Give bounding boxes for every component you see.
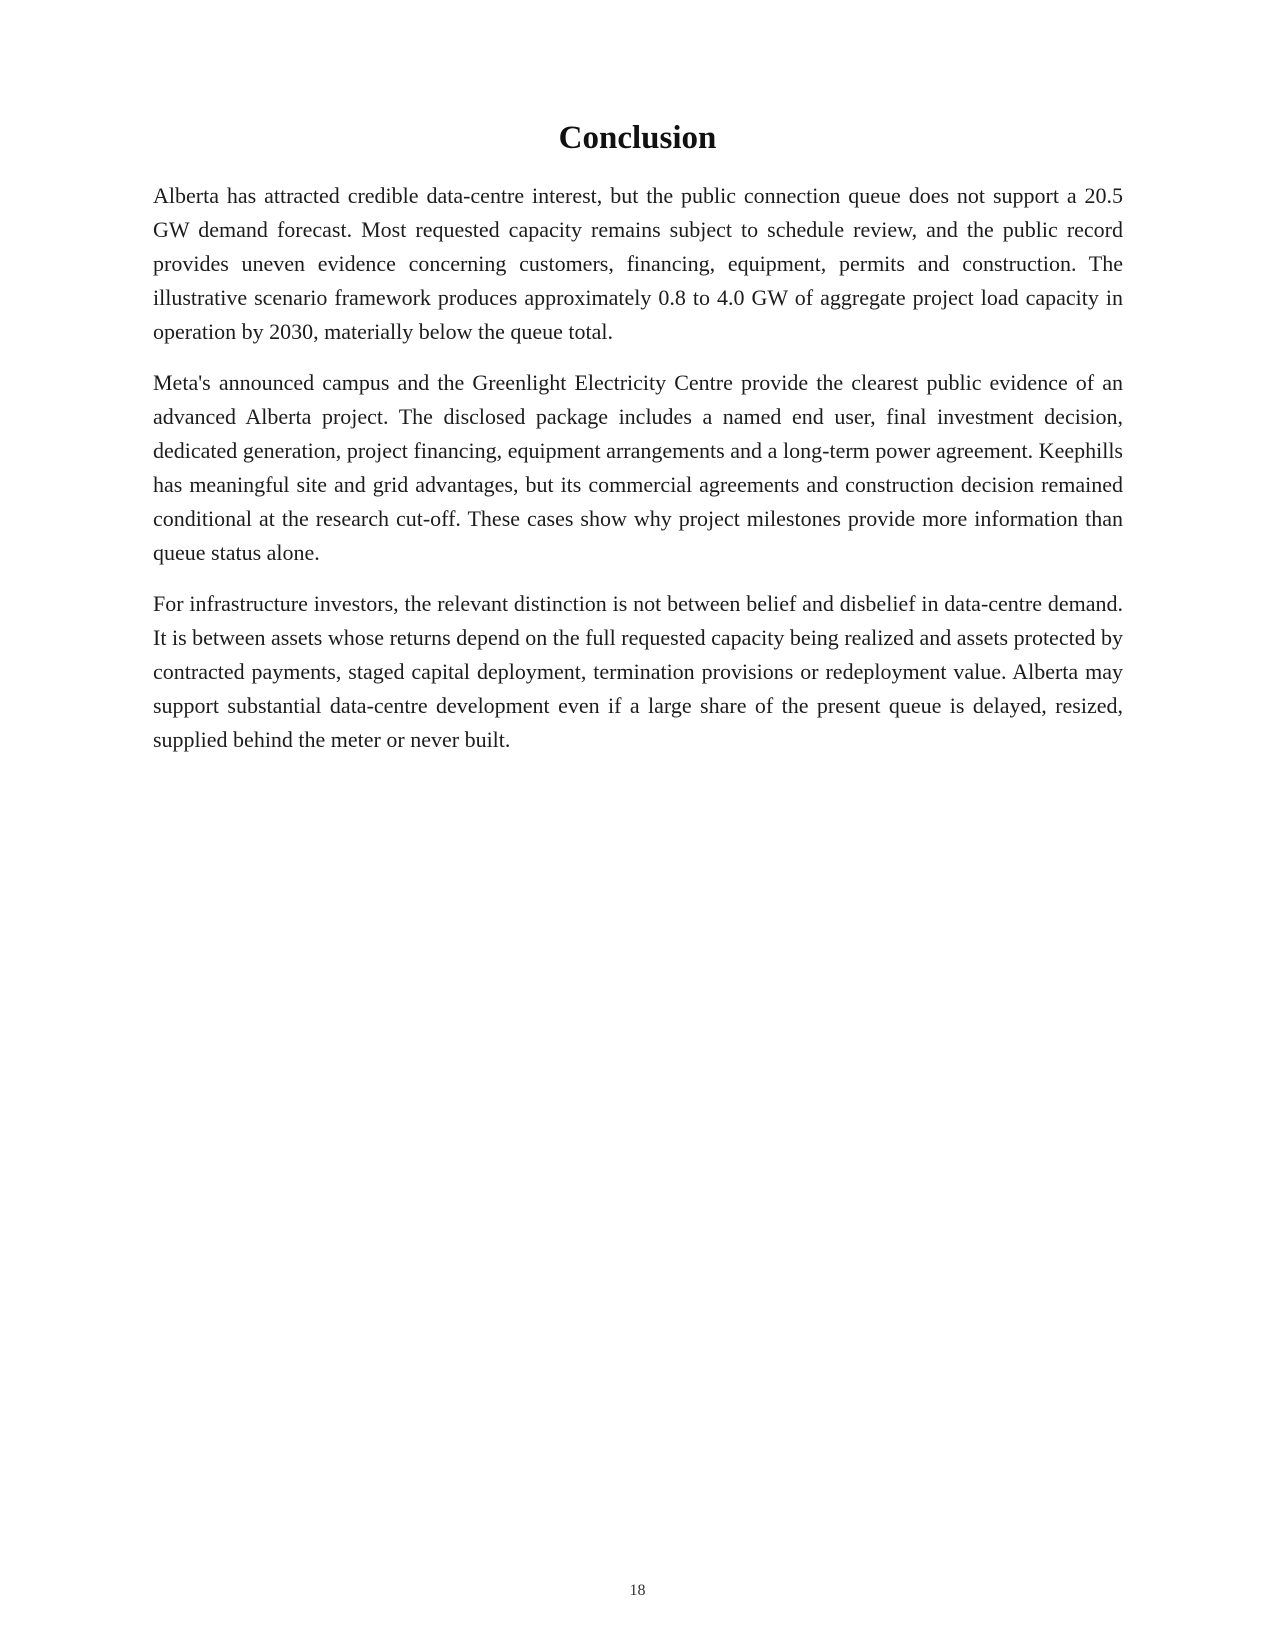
page-title: Conclusion: [558, 120, 717, 156]
paragraph-2: Meta's announced campus and the Greenlight Electricity Centre provide the clearest public evidence of an advanced Alberta project. The disclosed package includes a named end user, final investment decision, dedicated generation, project financing, equipment arrangements and a long-term power agreement. Keephills has meaningful site and grid advantages, but its commercial agreements and construction decision remained conditional at the research cut-off. These cases show why project milestones provide more information than queue status alone.: [153, 370, 1123, 565]
paragraph-1: Alberta has attracted credible data-centre interest, but the public connection queue does not support a 20.5 GW demand forecast. Most requested capacity remains subject to schedule review, and the public record provides uneven evidence concerning customers, financing, equipment, permits and construction. The illustrative scenario framework produces approximately 0.8 to 4.0 GW of aggregate project load capacity in operation by 2030, materially below the queue total.: [153, 183, 1123, 344]
body-text: [153, 179, 1123, 774]
page-number: 18: [629, 1582, 646, 1599]
paragraph-3: For infrastructure investors, the relevant distinction is not between belief and disbelief in data-centre demand. It is between assets whose returns depend on the full requested capacity being realized and assets protected by contracted payments, staged capital deployment, termination provisions or redeployment value. Alberta may support substantial data-centre development even if a large share of the present queue is delayed, resized, supplied behind the meter or never built.: [153, 591, 1123, 752]
